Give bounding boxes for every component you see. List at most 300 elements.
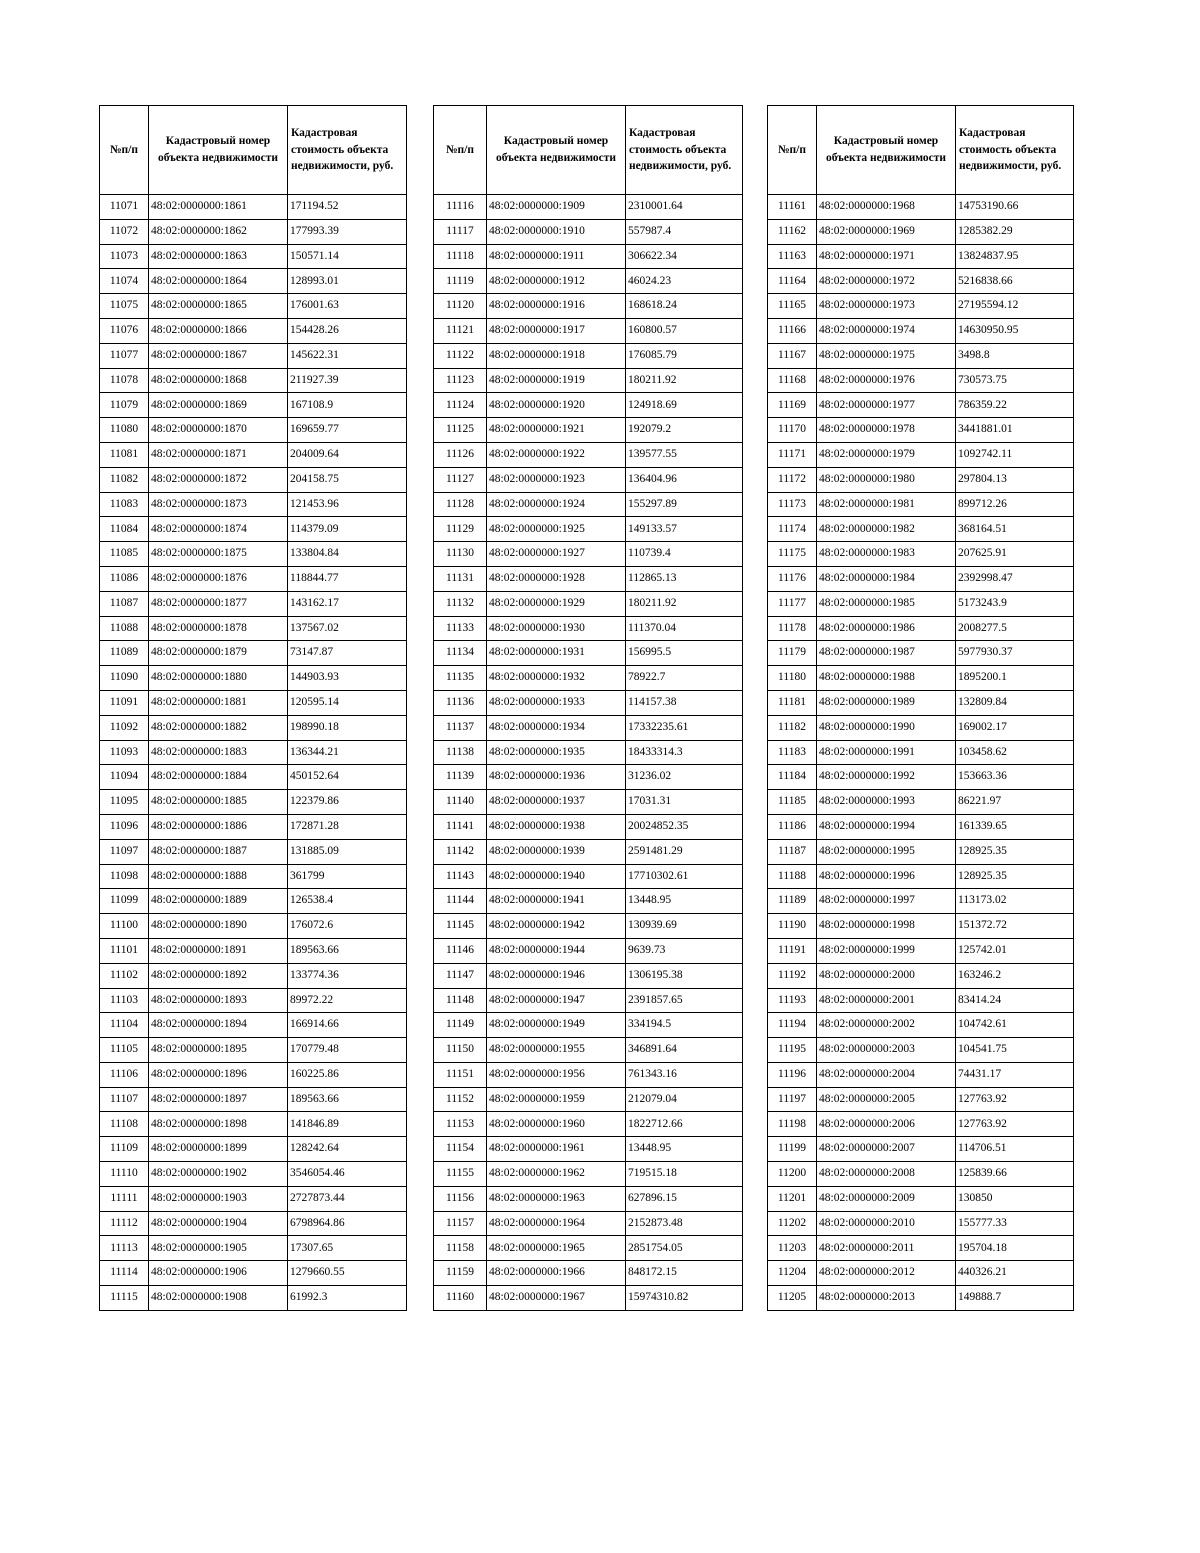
table-row (100, 591, 407, 616)
cadastral-number: 48:02:0000000:1940 (487, 864, 626, 889)
cadastral-number: 48:02:0000000:1967 (487, 1286, 626, 1311)
cadastral-number: 48:02:0000000:1975 (817, 343, 956, 368)
cadastral-number: 48:02:0000000:1919 (487, 368, 626, 393)
cadastral-number: 48:02:0000000:1996 (817, 864, 956, 889)
table-row (434, 666, 743, 691)
cadastral-number: 48:02:0000000:1909 (487, 195, 626, 220)
cadastral-value: 557987.4 (626, 219, 743, 244)
cadastral-number: 48:02:0000000:1942 (487, 914, 626, 939)
cadastral-value: 89972.22 (288, 988, 407, 1013)
cadastral-value: 899712.26 (956, 492, 1074, 517)
table-row (434, 1013, 743, 1038)
row-number: 11079 (100, 393, 149, 418)
table-row (100, 963, 407, 988)
cadastral-number: 48:02:0000000:1980 (817, 467, 956, 492)
row-number: 11181 (768, 690, 817, 715)
table-row (434, 938, 743, 963)
row-number: 11081 (100, 442, 149, 467)
cadastral-number: 48:02:0000000:1995 (817, 839, 956, 864)
table-row (434, 219, 743, 244)
row-number: 11138 (434, 740, 487, 765)
cadastral-value: 180211.92 (626, 591, 743, 616)
row-number: 11200 (768, 1162, 817, 1187)
cadastral-number: 48:02:0000000:1976 (817, 368, 956, 393)
row-number: 11131 (434, 566, 487, 591)
table-row (768, 1261, 1074, 1286)
table-row (768, 963, 1074, 988)
table-row (768, 1013, 1074, 1038)
table-row (100, 1261, 407, 1286)
row-number: 11150 (434, 1038, 487, 1063)
cadastral-value: 627896.15 (626, 1186, 743, 1211)
cadastral-value: 61992.3 (288, 1286, 407, 1311)
cadastral-value: 114157.38 (626, 690, 743, 715)
cadastral-value: 297804.13 (956, 467, 1074, 492)
row-number: 11195 (768, 1038, 817, 1063)
cadastral-value: 110739.4 (626, 542, 743, 567)
table-row (768, 591, 1074, 616)
cadastral-value: 167108.9 (288, 393, 407, 418)
row-number: 11205 (768, 1286, 817, 1311)
table-row (768, 1211, 1074, 1236)
table-row (100, 517, 407, 542)
cadastral-number: 48:02:0000000:1884 (149, 765, 288, 790)
cadastral-number: 48:02:0000000:1944 (487, 938, 626, 963)
table-row (100, 343, 407, 368)
cadastral-number: 48:02:0000000:1937 (487, 790, 626, 815)
cadastral-number: 48:02:0000000:1916 (487, 294, 626, 319)
cadastral-value: 17332235.61 (626, 715, 743, 740)
table-row (434, 1087, 743, 1112)
cadastral-value: 113173.02 (956, 889, 1074, 914)
cadastral-number: 48:02:0000000:2002 (817, 1013, 956, 1038)
cadastral-value: 3546054.46 (288, 1162, 407, 1187)
row-number: 11137 (434, 715, 487, 740)
row-number: 11086 (100, 566, 149, 591)
row-number: 11095 (100, 790, 149, 815)
table-row (100, 393, 407, 418)
cadastral-number: 48:02:0000000:1895 (149, 1038, 288, 1063)
table-row (434, 864, 743, 889)
cadastral-number: 48:02:0000000:1896 (149, 1062, 288, 1087)
cadastral-number: 48:02:0000000:1972 (817, 269, 956, 294)
cadastral-value: 73147.87 (288, 641, 407, 666)
cadastral-number: 48:02:0000000:1986 (817, 616, 956, 641)
row-number: 11189 (768, 889, 817, 914)
row-number: 11180 (768, 666, 817, 691)
table-row (768, 814, 1074, 839)
table-row (100, 690, 407, 715)
row-number: 11174 (768, 517, 817, 542)
row-number: 11166 (768, 318, 817, 343)
table-row (768, 1286, 1074, 1311)
cadastral-number: 48:02:0000000:1997 (817, 889, 956, 914)
cadastral-number: 48:02:0000000:1932 (487, 666, 626, 691)
table-row (434, 1062, 743, 1087)
cadastral-value: 128925.35 (956, 839, 1074, 864)
header-cadastral-number: Кадастровый номер объекта недвижимости (817, 106, 956, 195)
cadastral-number: 48:02:0000000:1908 (149, 1286, 288, 1311)
table-row (768, 1186, 1074, 1211)
cadastral-number: 48:02:0000000:1939 (487, 839, 626, 864)
cadastral-value: 2008277.5 (956, 616, 1074, 641)
table-row (434, 914, 743, 939)
row-number: 11142 (434, 839, 487, 864)
header-cadastral-value: Кадастровая стоимость объекта недвижимости, руб. (288, 106, 407, 195)
table-row (100, 318, 407, 343)
table-row (100, 269, 407, 294)
row-number: 11073 (100, 244, 149, 269)
cadastral-number: 48:02:0000000:1918 (487, 343, 626, 368)
table-row (768, 244, 1074, 269)
cadastral-value: 128242.64 (288, 1137, 407, 1162)
cadastral-value: 6798964.86 (288, 1211, 407, 1236)
cadastral-number: 48:02:0000000:2000 (817, 963, 956, 988)
row-number: 11176 (768, 566, 817, 591)
cadastral-number: 48:02:0000000:1876 (149, 566, 288, 591)
table-row (434, 1162, 743, 1187)
row-number: 11106 (100, 1062, 149, 1087)
table-row (768, 467, 1074, 492)
cadastral-number: 48:02:0000000:1892 (149, 963, 288, 988)
table-row (100, 790, 407, 815)
cadastral-value: 130939.69 (626, 914, 743, 939)
table-row (100, 1211, 407, 1236)
row-number: 11187 (768, 839, 817, 864)
row-number: 11164 (768, 269, 817, 294)
row-number: 11129 (434, 517, 487, 542)
table-row (768, 1137, 1074, 1162)
row-number: 11152 (434, 1087, 487, 1112)
cadastral-value: 141846.89 (288, 1112, 407, 1137)
row-number: 11093 (100, 740, 149, 765)
cadastral-value: 306622.34 (626, 244, 743, 269)
row-number: 11105 (100, 1038, 149, 1063)
row-number: 11082 (100, 467, 149, 492)
cadastral-value: 1895200.1 (956, 666, 1074, 691)
cadastral-value: 13448.95 (626, 889, 743, 914)
cadastral-number: 48:02:0000000:1922 (487, 442, 626, 467)
row-number: 11177 (768, 591, 817, 616)
table-row (100, 938, 407, 963)
table-row (768, 715, 1074, 740)
table-row (434, 765, 743, 790)
cadastral-number: 48:02:0000000:1891 (149, 938, 288, 963)
cadastral-number: 48:02:0000000:1866 (149, 318, 288, 343)
table-row (768, 269, 1074, 294)
cadastral-value: 20024852.35 (626, 814, 743, 839)
row-number: 11141 (434, 814, 487, 839)
table-row (434, 1137, 743, 1162)
row-number: 11090 (100, 666, 149, 691)
cadastral-table-3 (767, 105, 1074, 1311)
cadastral-number: 48:02:0000000:1978 (817, 418, 956, 443)
row-number: 11140 (434, 790, 487, 815)
row-number: 11118 (434, 244, 487, 269)
cadastral-number: 48:02:0000000:1991 (817, 740, 956, 765)
row-number: 11085 (100, 542, 149, 567)
cadastral-value: 5216838.66 (956, 269, 1074, 294)
cadastral-value: 154428.26 (288, 318, 407, 343)
table-row (100, 641, 407, 666)
table-row (100, 1286, 407, 1311)
cadastral-number: 48:02:0000000:1864 (149, 269, 288, 294)
row-number: 11204 (768, 1261, 817, 1286)
cadastral-number: 48:02:0000000:1877 (149, 591, 288, 616)
cadastral-value: 103458.62 (956, 740, 1074, 765)
table-row (768, 517, 1074, 542)
cadastral-value: 211927.39 (288, 368, 407, 393)
cadastral-number: 48:02:0000000:1987 (817, 641, 956, 666)
cadastral-value: 163246.2 (956, 963, 1074, 988)
row-number: 11186 (768, 814, 817, 839)
cadastral-number: 48:02:0000000:2004 (817, 1062, 956, 1087)
cadastral-value: 132809.84 (956, 690, 1074, 715)
cadastral-value: 46024.23 (626, 269, 743, 294)
cadastral-number: 48:02:0000000:1890 (149, 914, 288, 939)
cadastral-number: 48:02:0000000:1897 (149, 1087, 288, 1112)
table-row (100, 542, 407, 567)
cadastral-value: 15974310.82 (626, 1286, 743, 1311)
cadastral-number: 48:02:0000000:1865 (149, 294, 288, 319)
table-row (100, 740, 407, 765)
row-number: 11084 (100, 517, 149, 542)
cadastral-number: 48:02:0000000:1883 (149, 740, 288, 765)
cadastral-value: 136404.96 (626, 467, 743, 492)
cadastral-value: 204158.75 (288, 467, 407, 492)
cadastral-value: 346891.64 (626, 1038, 743, 1063)
table-row (434, 343, 743, 368)
table-row (434, 1236, 743, 1261)
row-number: 11136 (434, 690, 487, 715)
cadastral-number: 48:02:0000000:1888 (149, 864, 288, 889)
table-row (434, 1261, 743, 1286)
cadastral-number: 48:02:0000000:1872 (149, 467, 288, 492)
row-number: 11175 (768, 542, 817, 567)
table-header-row (100, 106, 407, 195)
table-row (100, 715, 407, 740)
cadastral-value: 176085.79 (626, 343, 743, 368)
cadastral-number: 48:02:0000000:1881 (149, 690, 288, 715)
cadastral-value: 131885.09 (288, 839, 407, 864)
row-number: 11161 (768, 195, 817, 220)
row-number: 11128 (434, 492, 487, 517)
table-row (100, 765, 407, 790)
table-row (100, 195, 407, 220)
row-number: 11103 (100, 988, 149, 1013)
row-number: 11194 (768, 1013, 817, 1038)
cadastral-number: 48:02:0000000:1924 (487, 492, 626, 517)
row-number: 11155 (434, 1162, 487, 1187)
cadastral-value: 126538.4 (288, 889, 407, 914)
cadastral-number: 48:02:0000000:2011 (817, 1236, 956, 1261)
table-row (100, 492, 407, 517)
cadastral-value: 204009.64 (288, 442, 407, 467)
table-row (768, 294, 1074, 319)
row-number: 11111 (100, 1186, 149, 1211)
table-row (434, 988, 743, 1013)
cadastral-value: 170779.48 (288, 1038, 407, 1063)
row-number: 11114 (100, 1261, 149, 1286)
row-number: 11146 (434, 938, 487, 963)
cadastral-value: 198990.18 (288, 715, 407, 740)
cadastral-value: 17031.31 (626, 790, 743, 815)
row-number: 11100 (100, 914, 149, 939)
cadastral-value: 719515.18 (626, 1162, 743, 1187)
table-row (768, 492, 1074, 517)
row-number: 11171 (768, 442, 817, 467)
cadastral-number: 48:02:0000000:2008 (817, 1162, 956, 1187)
cadastral-number: 48:02:0000000:1985 (817, 591, 956, 616)
table-row (768, 566, 1074, 591)
cadastral-value: 169659.77 (288, 418, 407, 443)
cadastral-number: 48:02:0000000:1875 (149, 542, 288, 567)
cadastral-value: 114706.51 (956, 1137, 1074, 1162)
cadastral-number: 48:02:0000000:1894 (149, 1013, 288, 1038)
cadastral-number: 48:02:0000000:1992 (817, 765, 956, 790)
table-row (100, 244, 407, 269)
cadastral-value: 125839.66 (956, 1162, 1074, 1187)
cadastral-number: 48:02:0000000:1981 (817, 492, 956, 517)
table-row (434, 839, 743, 864)
cadastral-value: 133774.36 (288, 963, 407, 988)
cadastral-number: 48:02:0000000:2012 (817, 1261, 956, 1286)
cadastral-number: 48:02:0000000:1917 (487, 318, 626, 343)
cadastral-number: 48:02:0000000:1887 (149, 839, 288, 864)
cadastral-value: 153663.36 (956, 765, 1074, 790)
cadastral-number: 48:02:0000000:1893 (149, 988, 288, 1013)
table-row (434, 566, 743, 591)
cadastral-number: 48:02:0000000:1874 (149, 517, 288, 542)
table-row (100, 889, 407, 914)
row-number: 11198 (768, 1112, 817, 1137)
table-row (434, 1286, 743, 1311)
row-number: 11121 (434, 318, 487, 343)
table-row (434, 542, 743, 567)
table-row (100, 988, 407, 1013)
cadastral-number: 48:02:0000000:1899 (149, 1137, 288, 1162)
table-row (100, 1038, 407, 1063)
table-row (100, 864, 407, 889)
cadastral-value: 14753190.66 (956, 195, 1074, 220)
row-number: 11089 (100, 641, 149, 666)
cadastral-number: 48:02:0000000:1873 (149, 492, 288, 517)
cadastral-value: 145622.31 (288, 343, 407, 368)
cadastral-value: 192079.2 (626, 418, 743, 443)
table-row (434, 393, 743, 418)
cadastral-value: 5977930.37 (956, 641, 1074, 666)
row-number: 11076 (100, 318, 149, 343)
row-number: 11108 (100, 1112, 149, 1137)
header-num: №п/п (100, 106, 149, 195)
table-row (100, 219, 407, 244)
table-row (768, 864, 1074, 889)
row-number: 11185 (768, 790, 817, 815)
cadastral-number: 48:02:0000000:1993 (817, 790, 956, 815)
cadastral-value: 2310001.64 (626, 195, 743, 220)
table-row (100, 1186, 407, 1211)
cadastral-value: 78922.7 (626, 666, 743, 691)
table-row (768, 690, 1074, 715)
row-number: 11196 (768, 1062, 817, 1087)
table-row (768, 765, 1074, 790)
row-number: 11168 (768, 368, 817, 393)
cadastral-number: 48:02:0000000:1936 (487, 765, 626, 790)
row-number: 11139 (434, 765, 487, 790)
table-row (434, 442, 743, 467)
table-row (434, 889, 743, 914)
cadastral-value: 2152873.48 (626, 1211, 743, 1236)
cadastral-value: 149133.57 (626, 517, 743, 542)
table-row (768, 393, 1074, 418)
cadastral-value: 130850 (956, 1186, 1074, 1211)
row-number: 11072 (100, 219, 149, 244)
table-row (768, 616, 1074, 641)
table-row (768, 195, 1074, 220)
table-row (100, 467, 407, 492)
table-header-row (434, 106, 743, 195)
cadastral-value: 144903.93 (288, 666, 407, 691)
table-row (100, 1112, 407, 1137)
row-number: 11117 (434, 219, 487, 244)
cadastral-number: 48:02:0000000:1949 (487, 1013, 626, 1038)
header-num: №п/п (768, 106, 817, 195)
cadastral-value: 730573.75 (956, 368, 1074, 393)
table-row (434, 318, 743, 343)
table-row (434, 690, 743, 715)
cadastral-value: 128925.35 (956, 864, 1074, 889)
cadastral-value: 1092742.11 (956, 442, 1074, 467)
row-number: 11156 (434, 1186, 487, 1211)
table-row (768, 219, 1074, 244)
cadastral-value: 125742.01 (956, 938, 1074, 963)
cadastral-number: 48:02:0000000:1879 (149, 641, 288, 666)
cadastral-number: 48:02:0000000:1878 (149, 616, 288, 641)
cadastral-number: 48:02:0000000:1990 (817, 715, 956, 740)
cadastral-number: 48:02:0000000:1965 (487, 1236, 626, 1261)
cadastral-value: 149888.7 (956, 1286, 1074, 1311)
row-number: 11115 (100, 1286, 149, 1311)
cadastral-number: 48:02:0000000:2009 (817, 1186, 956, 1211)
row-number: 11116 (434, 195, 487, 220)
cadastral-number: 48:02:0000000:1912 (487, 269, 626, 294)
row-number: 11096 (100, 814, 149, 839)
header-cadastral-value: Кадастровая стоимость объекта недвижимости, руб. (626, 106, 743, 195)
cadastral-number: 48:02:0000000:1966 (487, 1261, 626, 1286)
cadastral-value: 5173243.9 (956, 591, 1074, 616)
cadastral-number: 48:02:0000000:1960 (487, 1112, 626, 1137)
row-number: 11092 (100, 715, 149, 740)
row-number: 11165 (768, 294, 817, 319)
row-number: 11126 (434, 442, 487, 467)
cadastral-number: 48:02:0000000:1956 (487, 1062, 626, 1087)
table-row (434, 294, 743, 319)
table-row (768, 418, 1074, 443)
cadastral-value: 127763.92 (956, 1087, 1074, 1112)
cadastral-number: 48:02:0000000:1905 (149, 1236, 288, 1261)
row-number: 11202 (768, 1211, 817, 1236)
cadastral-number: 48:02:0000000:1929 (487, 591, 626, 616)
table-row (434, 517, 743, 542)
cadastral-value: 83414.24 (956, 988, 1074, 1013)
cadastral-number: 48:02:0000000:1863 (149, 244, 288, 269)
cadastral-value: 171194.52 (288, 195, 407, 220)
cadastral-number: 48:02:0000000:1867 (149, 343, 288, 368)
table-row (768, 1236, 1074, 1261)
row-number: 11122 (434, 343, 487, 368)
row-number: 11074 (100, 269, 149, 294)
cadastral-value: 114379.09 (288, 517, 407, 542)
